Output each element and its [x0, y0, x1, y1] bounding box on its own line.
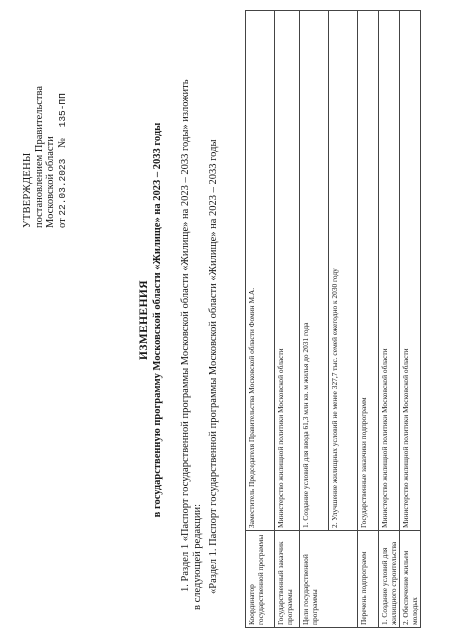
row-value: Государственные заказчики подпрограмм	[358, 11, 379, 531]
row-label: Координатор государственной программы	[246, 531, 275, 628]
passport-table	[245, 10, 421, 628]
approval-line-1: постановлением Правительства	[33, 85, 45, 228]
approval-heading: УТВЕРЖДЕНЫ	[22, 152, 33, 228]
row-value: Министерство жилищной политики Московской области	[275, 11, 300, 531]
table-row	[358, 11, 379, 628]
document-title: ИЗМЕНЕНИЯ	[138, 280, 150, 360]
approval-stamp	[22, 28, 68, 228]
table-row	[275, 11, 300, 628]
table-row	[400, 11, 421, 628]
approval-number: 135-ПП	[56, 93, 68, 128]
intro-paragraph-2: в следующей редакции:	[192, 503, 203, 610]
table-row	[246, 11, 275, 628]
approval-date-line	[57, 28, 69, 228]
row-value: 2. Улучшение жилищных условий не менее 327,7 тыс. семей ежегодно к 2030 году	[329, 11, 358, 531]
approval-date-prefix: от	[56, 218, 68, 228]
table-row	[379, 11, 400, 628]
row-label: 1. Создание условий для жилищного строительства	[379, 531, 400, 628]
approval-date: 22.03.2023	[56, 158, 68, 216]
row-label: 2. Обеспечение жильем молодых	[400, 531, 421, 628]
approval-line-2: Московской области	[45, 136, 56, 228]
section-heading: «Раздел 1. Паспорт государственной программы Московской области «Жилище» на 2023 – 2033 годы	[208, 139, 219, 594]
row-value: Министерство жилищной политики Московской области	[379, 11, 400, 531]
approval-number-sign: №	[56, 138, 68, 149]
row-value: Министерство жилищной политики Московской области	[400, 11, 421, 531]
table-row	[300, 11, 329, 628]
row-value: Заместитель Председателя Правительства Московской области Фомин М.А.	[246, 11, 275, 531]
document-subtitle: в государственную программу Московской области «Жилище» на 2023 – 2033 годы	[152, 122, 163, 518]
row-label: Перечень подпрограмм	[358, 531, 379, 628]
row-label: Государственный заказчик программы	[275, 531, 300, 628]
row-value: 1. Создание условий для ввода 61,3 млн кв. м жилья до 2031 года	[300, 11, 329, 531]
intro-paragraph-1: 1. Раздел 1 «Паспорт государственной программы Московской области «Жилище» на 2023 – 2033 годы» изложить	[180, 79, 191, 592]
row-label: Цели государственной программы	[300, 531, 358, 628]
